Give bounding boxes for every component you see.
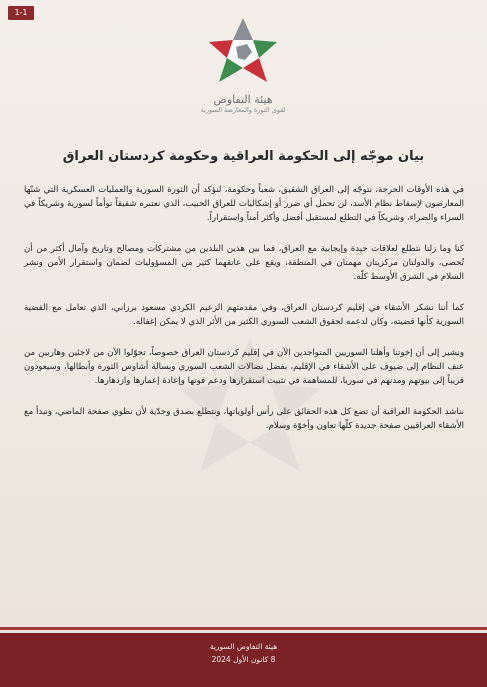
paragraph: كنا وما زلنا نتطلع لعلاقات جيدة وإيجابية مع العراق، فما بين هذين البلدين من مشتركات ومصالح وتاريخ وآمال أكثر من أن تُحصى، والدولتان مركزيتان مهمتان في المنطقة، ويقع على عاتقهما كثير من المسؤوليات لضمان واستقرار الأمن ونشر السلام في الشرق الأوسط كلّه. [24, 244, 464, 282]
organization-name [170, 93, 316, 115]
footer-divider [0, 627, 487, 630]
paragraph: كما أننا نشكر الأشقاء في إقليم كردستان العراق، وفي مقدمتهم الزعيم الكردي مسعود برزاني، الذي تعامل مع القضية السورية كأنها قضيته، وكان لدعمه لحقوق الشعب السوري الكثير من الأثر الذي لا يمكن إغفاله. [24, 303, 464, 327]
organization-subtitle: لقوى الثورة والمعارضة السورية [200, 106, 286, 114]
footer-signature-block [0, 640, 487, 666]
document-body [24, 183, 464, 450]
paragraph: نناشد الحكومة العراقية أن تضع كل هذه الحقائق على رأس أولوياتها، ونتطلع بصدق وجدّية لأن نطوي صفحة الماضي، ونبدأ مع الأشقاء العراقيين صفحة جديدة كلّها تعاون وأخوّة وسلام. [24, 407, 464, 431]
footer-signature: هيئة التفاوض السورية [209, 642, 278, 651]
paragraph: في هذه الأوقات الحرجة، نتوجّه إلى العراق الشقيق، شعباً وحكومة، لنؤكد أن الثورة السورية والعمليات العسكرية التي شنّها المعارضون لإسقاط نظام الأسد، لن تحمل أي ضرر أو إشكاليات للعراق الحبيب، الذي نعتبره شقيقاً توأماً لسورية وشريكاً في السراء والضراء، وشريكاً في التطلع لمستقبل أفضل وأكثر أمناً واستقراراً. [24, 185, 464, 223]
organization-title: هيئة التفاوض [213, 93, 273, 106]
paragraph: ونشير إلى أن إخوتنا وأهلنا السوريين المتواجدين الآن في إقليم كردستان العراق خصوصاً، تحوّلوا الآن من لاجئين وهاربين من عنف النظام إلى ضيوف على الأشقاء في الإقليم، بفضل نضالات الشعب السوري وبسالة أشاوس الثورة وأبطالها، وسيعودون قريباً إلى بيوتهم ومدنهم في سوريا، للمساهمة في تثبيت استقرارها ودعم قوتها وإعادة إعمارها وازدهارها. [24, 348, 464, 386]
footer-date: 8 كانون الأول 2024 [211, 655, 276, 664]
page-number-badge: 1-1 [8, 6, 34, 20]
document-title: بيان موجّه إلى الحكومة العراقية وحكومة كردستان العراق [62, 149, 425, 164]
organization-logo-icon [203, 14, 283, 86]
